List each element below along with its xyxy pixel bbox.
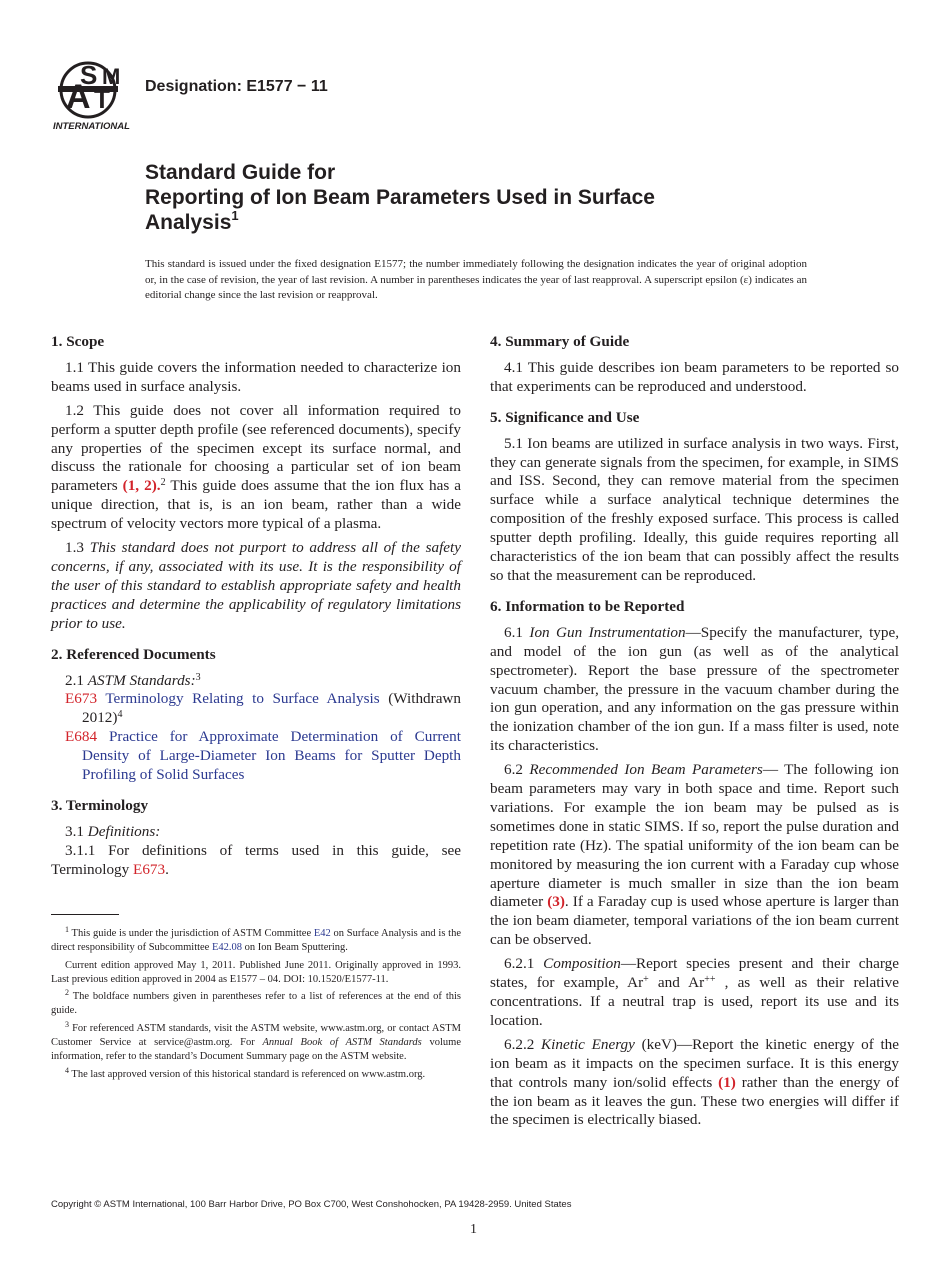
title-line-2: Reporting of Ion Beam Parameters Used in Surface bbox=[145, 186, 655, 209]
footnote-1: $^1$ This guide is under the jurisdiction of ASTM Committee E42 on Surface Analysis and is the direct responsibility of Subcommittee E42.08 on Ion Beam Sputtering. bbox=[51, 925, 461, 954]
astm-logo bbox=[52, 58, 134, 132]
logo-international: INTERNATIONAL bbox=[53, 121, 130, 132]
title-footnote-mark: 1 bbox=[231, 208, 239, 223]
para-3-1: 3.1 Definitions: bbox=[65, 822, 161, 840]
footnote-edition: Current edition approved May 1, 2011. Published June 2011. Originally approved in 1993. Last previous edition approved in 2004 as E1577 – 04. DOI: 10.1520/E1577-11. bbox=[51, 959, 461, 985]
logo-letters-a: A bbox=[66, 78, 91, 116]
ref-e673-title[interactable]: Terminology Relating to Surface Analysis bbox=[105, 690, 380, 708]
ref-link-1[interactable]: 1 bbox=[723, 1073, 731, 1091]
para-2-1: 2.1 ASTM Standards:$^3$ bbox=[65, 671, 201, 689]
footnote-divider bbox=[51, 914, 119, 915]
footnote-4: $^4$ The last approved version of this historical standard is referenced on www.astm.org. bbox=[65, 1065, 426, 1080]
ref-e673: E673 Terminology Relating to Surface Analysis (Withdrawn 2012)$^4$ bbox=[65, 690, 461, 727]
issue-note: This standard is issued under the fixed designation E1577; the number immediately following the designation indicates the year of original adoption or, in the case of revision, the year of last revision. A number in parentheses indicates the year of last reapproval. A superscript epsilon (ε) indicates an editorial change since the last revision or reapproval. bbox=[145, 258, 807, 301]
ref-link-3[interactable]: 3 bbox=[552, 893, 560, 911]
designation: Designation: E1577 − 11 bbox=[145, 78, 328, 95]
significance-heading: 5. Significance and Use bbox=[490, 408, 640, 426]
title-line-3: Analysis$^1$ bbox=[145, 208, 239, 234]
para-6-1: 6.1 Ion Gun Instrumentation—Specify the manufacturer, type, and model of the ion gun (as well as of the analytical spectrometer). Report the base pressure of the spectrometer vacuum chamber, the pressure in the vacuum chamber during the ion gun operation, and any information on the gas pressure within the ionization chamber of the ion gun. If a mass filter is used, note its characteristics. bbox=[490, 623, 900, 755]
para-6-2: 6.2 Recommended Ion Beam Parameters— The following ion beam parameters may vary in both space and time. Report such variations. For example the ion beam may be pulsed as is sometimes done in static SIMS. If so, report the pulse duration and repetition rate (Hz). The spatial uniformity of the ion beam can be monitored by measuring the ion current with a Faraday cup whose aperture diameter is much smaller in size than the ion beam diameter (3). If a Faraday cup is used whose aperture is larger than the ion beam diameter, temporal variations of the ion beam current can be observed. bbox=[490, 761, 900, 949]
para-4-1: 4.1 This guide describes ion beam parameters to be reported so that experiments can be reproduced and understood. bbox=[490, 358, 899, 395]
information-heading: 6. Information to be Reported bbox=[490, 597, 685, 615]
ref-link-1-2[interactable]: 1, 2 bbox=[127, 477, 152, 495]
para-1-2: 1.2 This guide does not cover all information required to perform a sputter depth profile (see referenced documents), specify any properties of the specimen except its surface normal, and discuss the rationale for choosing a particular set of ion beam parameters (1, 2).$^2$ This guide does assume that the ion flux has a unique direction, that is, is an ion beam, rather than a wide spectrum of velocity vectors more typical of a plasma. bbox=[51, 401, 462, 533]
para-3-1-1: 3.1.1 For definitions of terms used in this guide, see Terminology E673. bbox=[51, 841, 461, 878]
logo-letters-s: S bbox=[80, 60, 98, 90]
logo-letters-m: M bbox=[102, 64, 121, 89]
right-column bbox=[490, 333, 899, 1130]
committee-link-e42[interactable]: E42 bbox=[313, 928, 331, 939]
copyright-notice: Copyright © ASTM International, 100 Barr Harbor Drive, PO Box C700, West Conshohocken, PA 19428-2959. United States bbox=[51, 1199, 572, 1210]
footnotes bbox=[51, 927, 461, 1085]
left-column bbox=[51, 333, 461, 880]
logo-letters-t: T bbox=[94, 84, 110, 114]
subcommittee-link-e42-08[interactable]: E42.08 bbox=[211, 942, 243, 954]
ref-e684 bbox=[51, 728, 461, 785]
scope-heading: 1. Scope bbox=[51, 333, 105, 350]
para-5-1: 5.1 Ion beams are utilized in surface analysis in two ways. First, they can generate signals from the specimen, for example, in SIMS and ISS. Second, they can remove material from the specimen surface while a surface analytical technique determines the composition of the freshly exposed surface. This process is called sputter depth profiling. Ideally, this guide requires reporting all characteristics of the ion beam that can possibly affect the results so that the measurement can be reproduced. bbox=[490, 434, 899, 584]
para-6-2-2: 6.2.2 Kinetic Energy (keV)—Report the kinetic energy of the ion beam as it impacts on the specimen surface. It is this energy that controls many ion/solid effects (1) rather than the energy of the ion beam as it leaves the gun. These two energies will differ if the specimen is electrically biased. bbox=[490, 1035, 899, 1129]
ref-e684-title[interactable]: Practice for Approximate Determination of Current Density of Large-Diameter Ion Beams for Sputter Depth Profiling of Solid Surfaces bbox=[82, 728, 461, 784]
footnote-2: $^2$ The boldface numbers given in parentheses refer to a list of references at the end of this guide. bbox=[51, 988, 461, 1017]
para-6-2-1: 6.2.1 Composition—Report species present and their charge states, for example, Ar+ and Ar++ , as well as their relative concentrations. If a neutral trap is used, report its use and its location. bbox=[490, 955, 899, 1029]
summary-heading: 4. Summary of Guide bbox=[490, 333, 630, 350]
footnote-3: $^3$ For referenced ASTM standards, visit the ASTM website, www.astm.org, or contact ASTM Customer Service at service@astm.org. For Annual Book of ASTM Standards volume information, refer to the standard’s Document Summary page on the ASTM website. bbox=[51, 1019, 461, 1063]
referenced-documents-heading: 2. Referenced Documents bbox=[51, 645, 216, 663]
document-title bbox=[145, 160, 845, 235]
para-1-1: 1.1 This guide covers the information needed to characterize ion beams used in surface analysis. bbox=[51, 358, 461, 395]
terminology-heading: 3. Terminology bbox=[51, 796, 149, 814]
page-number: 1 bbox=[470, 1222, 477, 1237]
ref-e684-code[interactable]: E684 bbox=[65, 728, 98, 746]
ref-e673-code[interactable]: E673 bbox=[65, 690, 98, 708]
title-line-1: Standard Guide for bbox=[145, 161, 336, 184]
para-1-3: 1.3 This standard does not purport to address all of the safety concerns, if any, associated with its use. It is the responsibility of the user of this standard to establish appropriate safety and health practices and determine the applicability of regulatory limitations prior to use. bbox=[51, 539, 461, 632]
terminology-link-e673[interactable]: E673 bbox=[133, 860, 166, 878]
